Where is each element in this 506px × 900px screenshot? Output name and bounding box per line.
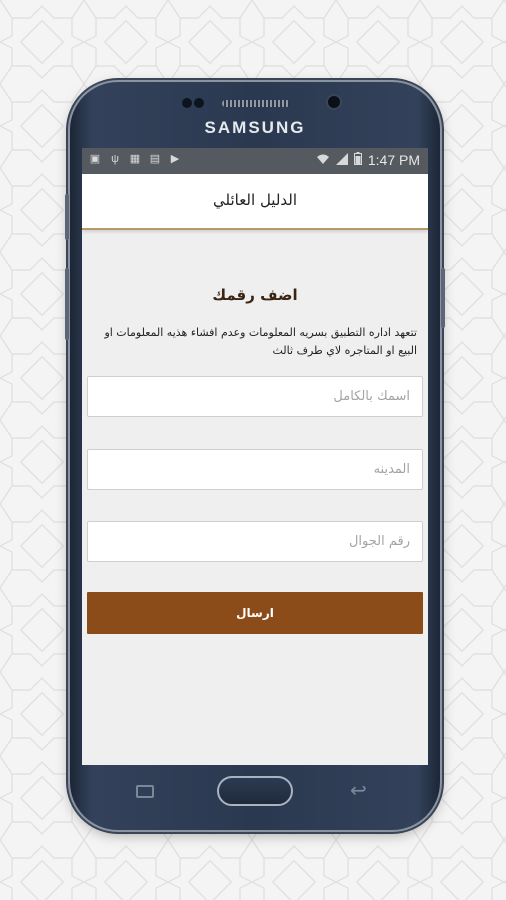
full-name-input[interactable]	[87, 376, 423, 417]
document-icon: ▤	[149, 153, 161, 165]
battery-icon	[354, 152, 362, 168]
usb-icon: ψ	[111, 153, 119, 165]
status-bar	[82, 148, 428, 174]
earpiece-speaker	[222, 100, 290, 107]
side-key	[441, 268, 445, 328]
form-heading: اضف رقمك	[212, 286, 298, 304]
privacy-notice: تتعهد اداره التطبيق بسريه المعلومات وعدم افشاء هذيه المعلومات او البيع او المتاجره لاي طرف ثالث	[104, 326, 417, 357]
signal-icon	[336, 153, 348, 168]
volume-button	[65, 194, 69, 240]
screen	[82, 148, 428, 765]
home-button[interactable]	[217, 776, 293, 806]
submit-button[interactable]: ارسال	[87, 592, 423, 634]
city-input[interactable]	[87, 449, 423, 490]
sensor-dots	[182, 98, 204, 108]
system-icons	[316, 152, 420, 168]
wifi-icon	[316, 153, 330, 168]
recent-apps-key[interactable]	[136, 785, 154, 798]
phone-frame	[70, 82, 440, 830]
power-button	[65, 268, 69, 340]
mobile-number-input[interactable]	[87, 521, 423, 562]
image-icon: ▣	[89, 153, 101, 165]
app-bar	[82, 174, 428, 230]
notification-icons	[88, 152, 182, 166]
brand-logo: SAMSUNG	[204, 118, 306, 137]
front-camera	[328, 96, 340, 108]
back-key[interactable]: ↩	[350, 778, 367, 802]
add-number-form	[82, 230, 428, 765]
gallery-icon: ▦	[129, 153, 141, 165]
app-title: الدليل العائلي	[212, 191, 298, 209]
status-time: 1:47 PM	[367, 152, 420, 168]
play-store-icon: ▶	[170, 153, 180, 165]
